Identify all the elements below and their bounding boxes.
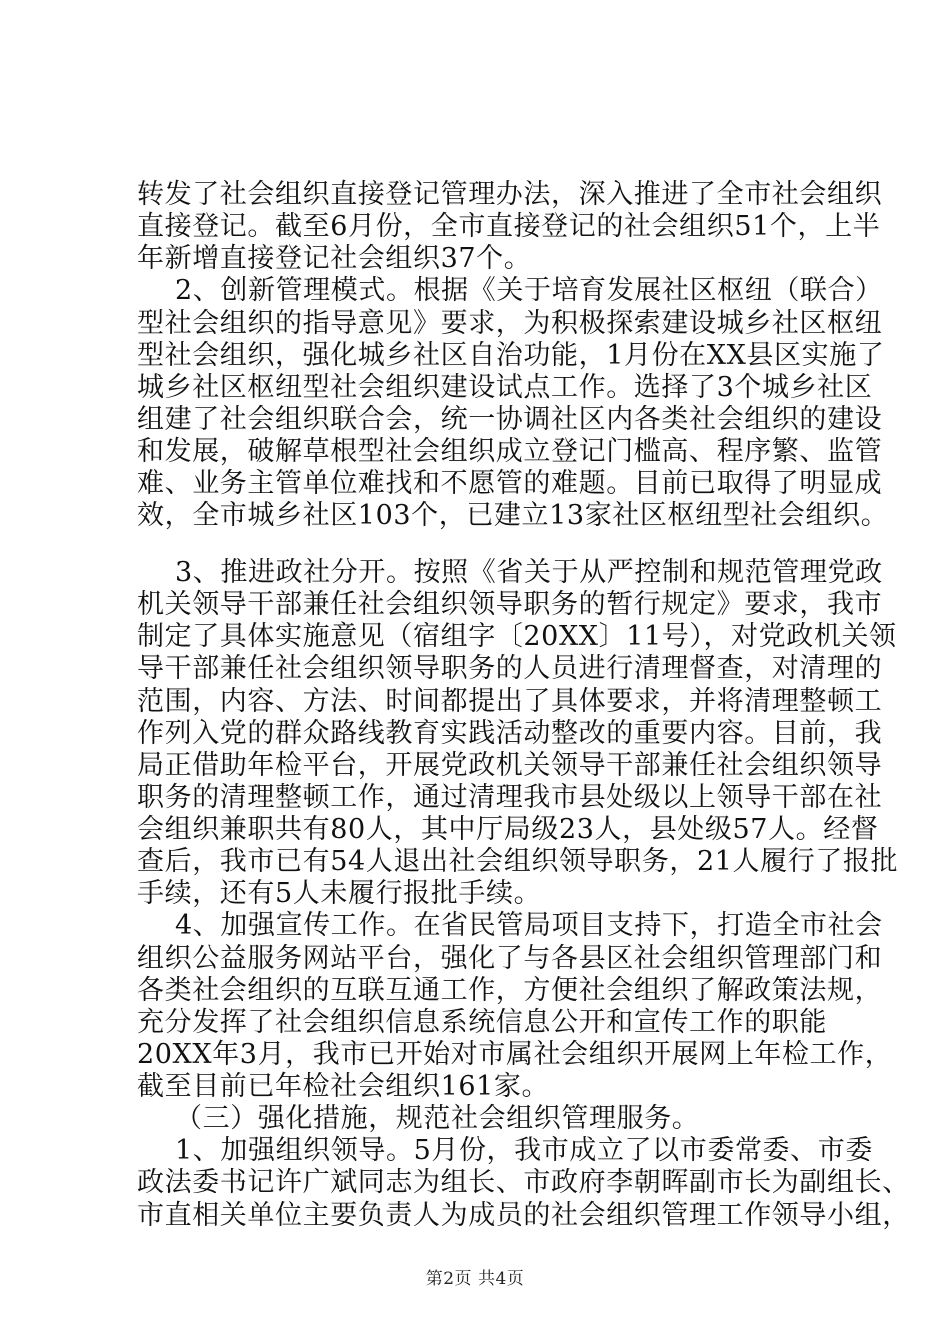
text-line: 市直相关单位主要负责人为成员的社会组织管理工作领导小组， xyxy=(137,1200,910,1231)
text-line: 效，全市城乡社区103个，已建立13家社区枢纽型社会组织。 xyxy=(137,500,889,531)
text-line: 查后，我市已有54人退出社会组织领导职务，21人履行了报批 xyxy=(137,846,899,877)
text-line: 1、加强组织领导。5月份，我市成立了以市委常委、市委 xyxy=(175,1135,873,1166)
text-line: 作列入党的群众路线教育实践活动整改的重要内容。目前，我 xyxy=(137,718,883,749)
text-line: 机关领导干部兼任社会组织领导职务的暂行规定》要求，我市 xyxy=(137,589,883,620)
text-line: 职务的清理整顿工作，通过清理我市县处级以上领导干部在社 xyxy=(137,782,883,813)
text-line: 2、创新管理模式。根据《关于培育发展社区枢纽（联合） xyxy=(175,275,883,306)
text-line: 3、推进政社分开。按照《省关于从严控制和规范管理党政 xyxy=(175,557,883,588)
section-heading: （三）强化措施，规范社会组织管理服务。 xyxy=(175,1103,700,1134)
text-line: 导干部兼任社会组织领导职务的人员进行清理督查，对清理的 xyxy=(137,653,883,684)
text-line: 会组织兼职共有80人，其中厅局级23人，县处级57人。经督 xyxy=(137,814,879,845)
text-line: 范围，内容、方法、时间都提出了具体要求，并将清理整顿工 xyxy=(137,686,883,717)
text-line: 城乡社区枢纽型社会组织建设试点工作。选择了3个城乡社区 xyxy=(137,372,873,403)
text-line: 制定了具体实施意见（宿组字〔20XX〕11号），对党政机关领 xyxy=(137,621,897,652)
text-line: 20XX年3月，我市已开始对市属社会组织开展网上年检工作， xyxy=(137,1039,893,1070)
page-footer: 第2页 共4页 xyxy=(425,1269,525,1289)
text-line: 各类社会组织的互联互通工作，方便社会组织了解政策法规， xyxy=(137,975,883,1006)
text-line: 局正借助年检平台，开展党政机关领导干部兼任社会组织领导 xyxy=(137,750,883,781)
text-line: 组建了社会组织联合会，统一协调社区内各类社会组织的建设 xyxy=(137,404,883,435)
text-line: 和发展，破解草根型社会组织成立登记门槛高、程序繁、监管 xyxy=(137,436,883,467)
text-line: 手续，还有5人未履行报批手续。 xyxy=(137,878,542,909)
text-line: 年新增直接登记社会组织37个。 xyxy=(137,243,532,274)
text-line: 截至目前已年检社会组织161家。 xyxy=(137,1071,550,1102)
text-line: 政法委书记许广斌同志为组长、市政府李朝晖副市长为副组长、 xyxy=(137,1167,910,1198)
text-line: 组织公益服务网站平台，强化了与各县区社会组织管理部门和 xyxy=(137,943,883,974)
text-line: 转发了社会组织直接登记管理办法，深入推进了全市社会组织 xyxy=(137,179,883,210)
text-line: 直接登记。截至6月份，全市直接登记的社会组织51个，上半 xyxy=(137,211,881,242)
text-line: 难、业务主管单位难找和不愿管的难题。目前已取得了明显成 xyxy=(137,468,883,499)
text-line: 型社会组织，强化城乡社区自治功能，1月份在XX县区实施了 xyxy=(137,340,885,371)
text-line: 4、加强宣传工作。在省民管局项目支持下，打造全市社会 xyxy=(175,910,883,941)
text-line: 充分发挥了社会组织信息系统信息公开和宣传工作的职能 xyxy=(137,1007,827,1038)
text-line: 型社会组织的指导意见》要求，为积极探索建设城乡社区枢纽 xyxy=(137,308,883,339)
